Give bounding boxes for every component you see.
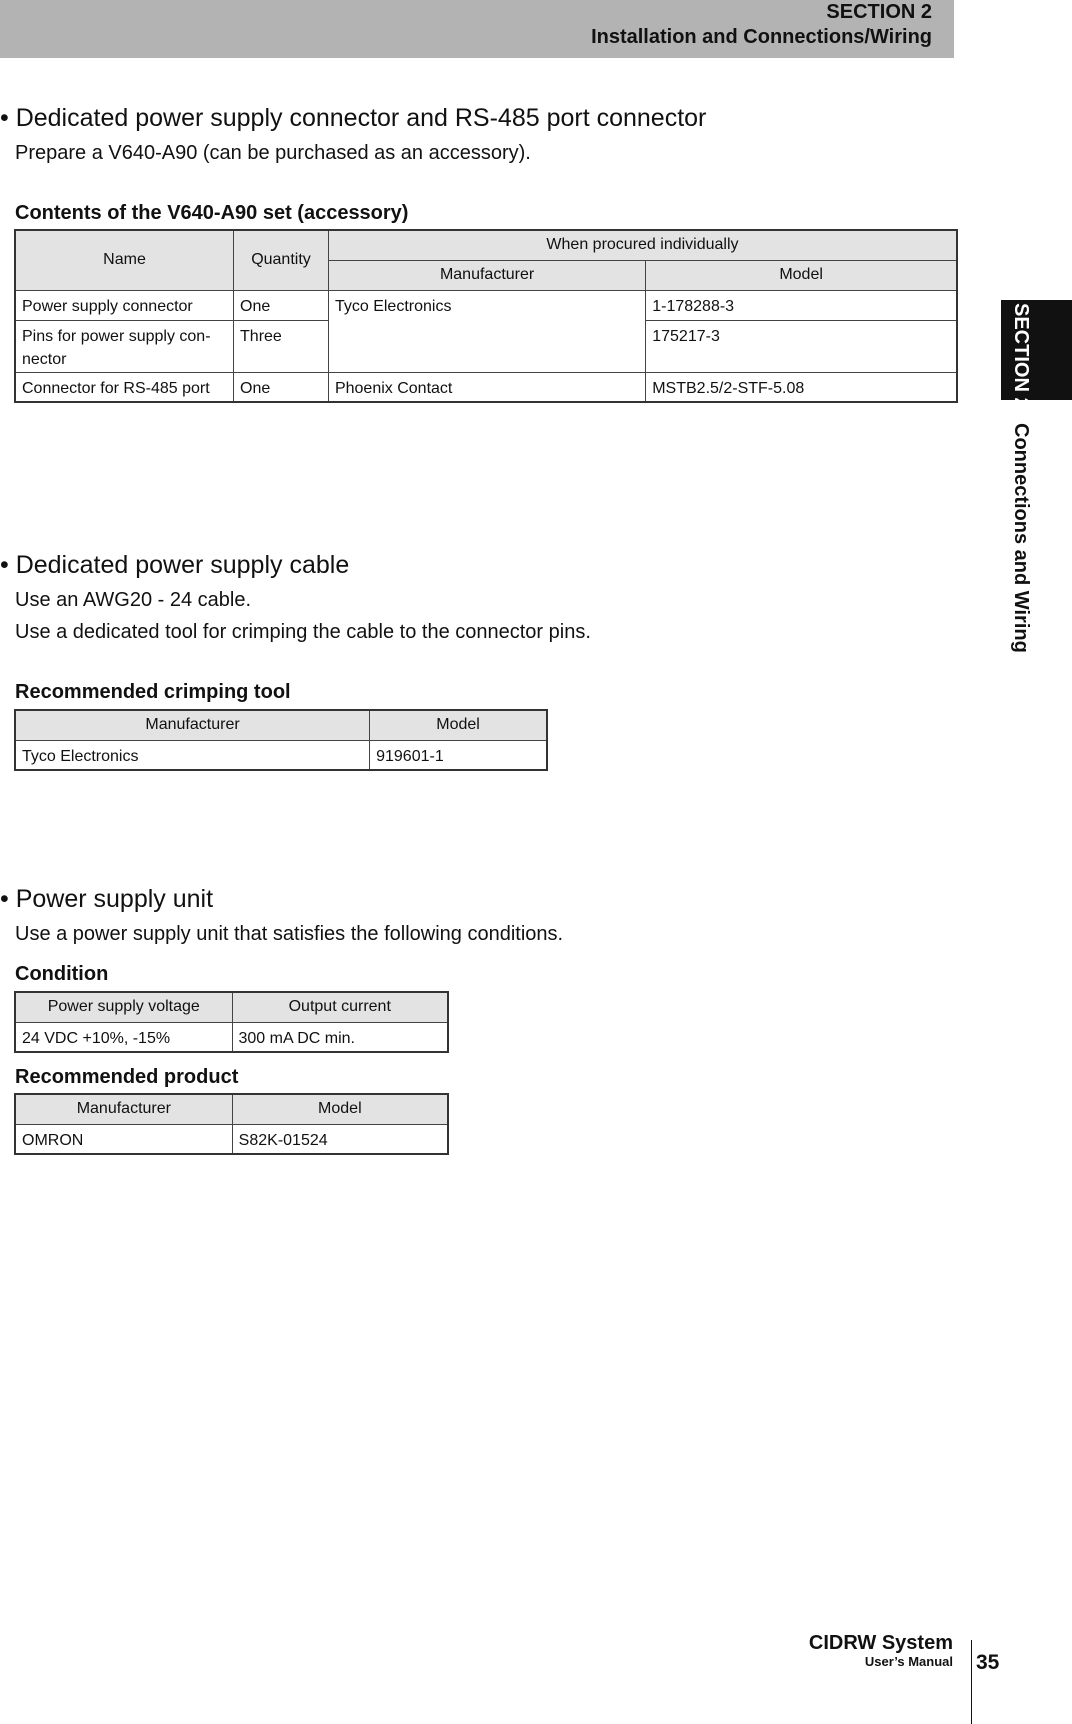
cell-model: S82K-01524: [232, 1124, 448, 1154]
cell-manufacturer: Tyco Electronics: [328, 290, 645, 372]
table-row: [15, 1022, 448, 1052]
section2-text2: Use a dedicated tool for crimping the cable to the connector pins.: [15, 621, 591, 643]
header-voltage: Power supply voltage: [15, 992, 232, 1022]
product-title: Recommended product: [15, 1066, 239, 1088]
cell-model: MSTB2.5/2-STF-5.08: [646, 372, 957, 402]
page-number: 35: [976, 1651, 1000, 1674]
header-model: Model: [232, 1094, 448, 1124]
section3-title: • Power supply unit: [0, 885, 214, 913]
cell-quantity: One: [234, 372, 329, 402]
section3-text: Use a power supply unit that satisfies the following conditions.: [15, 923, 564, 945]
cell-model: 1-178288-3: [646, 290, 957, 320]
header-current: Output current: [232, 992, 448, 1022]
header-procured-group: When procured individually: [328, 230, 957, 260]
table-row: [15, 740, 547, 770]
section2-title: • Dedicated power supply cable: [0, 551, 350, 579]
cell-manufacturer: Tyco Electronics: [15, 740, 370, 770]
condition-title: Condition: [15, 963, 109, 985]
cell-manufacturer: Phoenix Contact: [328, 372, 645, 402]
header-section: SECTION 2: [826, 1, 932, 23]
header-title: Installation and Connections/Wiring: [591, 26, 932, 48]
footer-brand-name: CIDRW System: [808, 1632, 953, 1654]
footer-divider: [971, 1640, 972, 1724]
accessory-table: [14, 229, 958, 403]
condition-table: [14, 991, 449, 1053]
section2-text1: Use an AWG20 - 24 cable.: [15, 589, 252, 611]
footer-brand: [809, 1632, 953, 1669]
footer-subtitle: User’s Manual: [864, 1654, 953, 1669]
cell-current: 300 mA DC min.: [232, 1022, 448, 1052]
cell-quantity: One: [234, 290, 329, 320]
header-name: Name: [15, 230, 234, 290]
header-manufacturer: Manufacturer: [328, 260, 645, 290]
product-table: [14, 1093, 449, 1155]
cell-model: 175217-3: [646, 320, 957, 372]
header-model: Model: [646, 260, 957, 290]
side-tab-section: SECTION 2: [1010, 303, 1032, 409]
section2-table-title: Recommended crimping tool: [15, 681, 291, 703]
table-row: [15, 290, 957, 320]
section1-text: Prepare a V640-A90 (can be purchased as an accessory).: [15, 142, 531, 164]
cell-model: 919601-1: [370, 740, 547, 770]
cell-name: Pins for power supply con- nector: [15, 320, 234, 372]
header-model: Model: [370, 710, 547, 740]
crimping-tool-table: [14, 709, 548, 771]
header-text: [591, 0, 932, 50]
cell-name: Connector for RS-485 port: [15, 372, 234, 402]
header-manufacturer: Manufacturer: [15, 1094, 232, 1124]
side-tab-title: Connections and Wiring: [1010, 422, 1032, 653]
header-quantity: Quantity: [234, 230, 329, 290]
header-manufacturer: Manufacturer: [15, 710, 370, 740]
cell-voltage: 24 VDC +10%, -15%: [15, 1022, 232, 1052]
cell-name: Power supply connector: [15, 290, 234, 320]
header-band: [0, 0, 954, 58]
table-row: [15, 1124, 448, 1154]
cell-manufacturer: OMRON: [15, 1124, 232, 1154]
section1-table-title: Contents of the V640-A90 set (accessory): [15, 202, 409, 224]
cell-quantity: Three: [234, 320, 329, 372]
table-row: [15, 372, 957, 402]
section1-title: • Dedicated power supply connector and RS-485 port connector: [0, 104, 707, 132]
side-tab-text: [1008, 303, 1034, 652]
